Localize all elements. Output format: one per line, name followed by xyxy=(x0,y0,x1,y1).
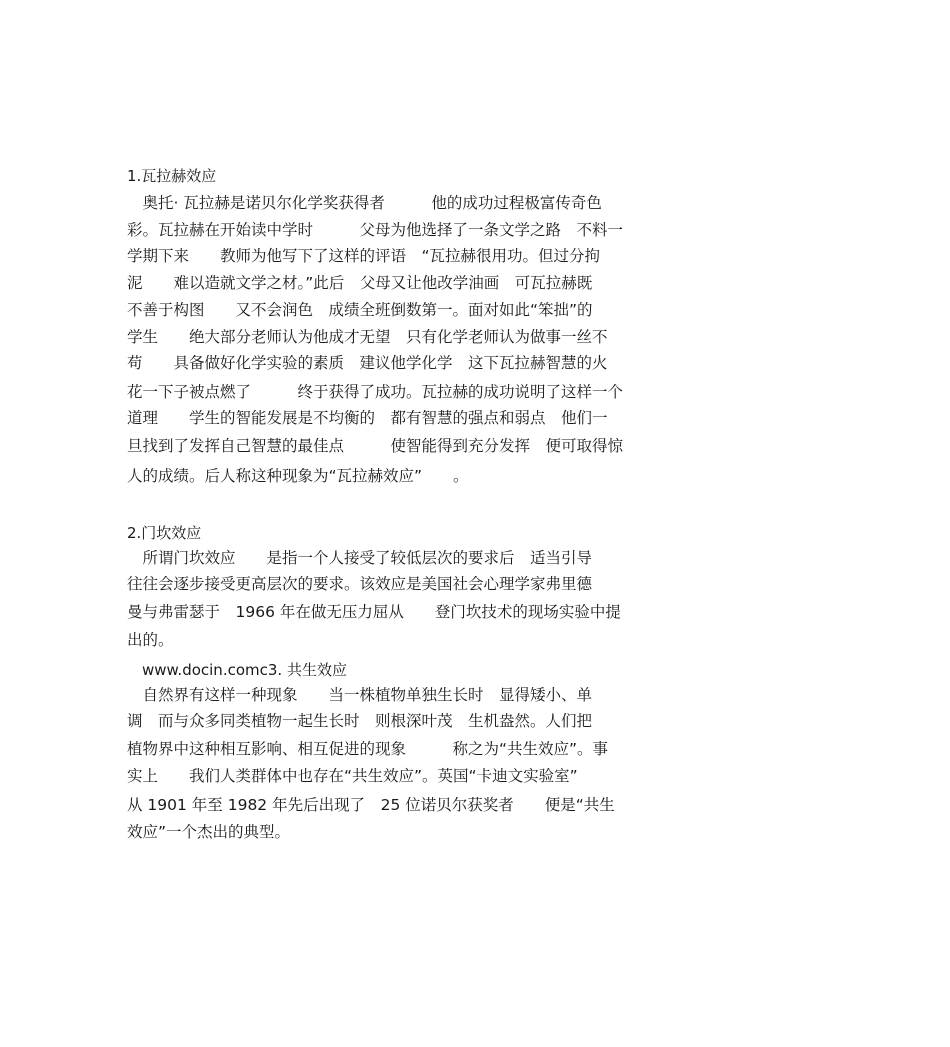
paragraph-line: 不善于构图 又不会润色 成绩全班倒数第一。面对如此“笨拙”的 xyxy=(127,301,593,319)
section-heading: 2.门坎效应 xyxy=(127,524,202,542)
paragraph-line: 学生 绝大部分老师认为他成才无望 只有化学老师认为做事一丝不 xyxy=(127,328,608,346)
paragraph-line: 植物界中这种相互影响、相互促进的现象 称之为“共生效应”。事 xyxy=(127,740,609,758)
paragraph-line: 曼与弗雷瑟于 1966 年在做无压力屈从 登门坎技术的现场实验中提 xyxy=(127,603,621,621)
paragraph-line: 从 1901 年至 1982 年先后出现了 25 位诺贝尔获奖者 便是“共生 xyxy=(127,796,615,814)
paragraph-line: 调 而与众多同类植物一起生长时 则根深叶茂 生机盎然。人们把 xyxy=(127,712,593,730)
paragraph-line: 奥托· 瓦拉赫是诺贝尔化学奖获得者 他的成功过程极富传奇色 xyxy=(127,194,602,212)
paragraph-line: 学期下来 教师为他写下了这样的评语 “瓦拉赫很用功。但过分拘 xyxy=(127,247,601,265)
paragraph-line: 彩。瓦拉赫在开始读中学时 父母为他选择了一条文学之路 不料一 xyxy=(127,221,624,239)
section-heading: www.docin.comc3. 共生效应 xyxy=(127,661,347,679)
paragraph-line: 出的。 xyxy=(127,631,174,649)
paragraph-line: 泥 难以造就文学之材。”此后 父母又让他改学油画 可瓦拉赫既 xyxy=(127,274,593,292)
paragraph-line: 花一下子被点燃了 终于获得了成功。瓦拉赫的成功说明了这样一个 xyxy=(127,383,624,401)
paragraph-line: 所谓门坎效应 是指一个人接受了较低层次的要求后 适当引导 xyxy=(127,549,593,567)
paragraph-line: 自然界有这样一种现象 当一株植物单独生长时 显得矮小、单 xyxy=(127,686,593,704)
paragraph-line: 道理 学生的智能发展是不均衡的 都有智慧的强点和弱点 他们一 xyxy=(127,409,608,427)
paragraph-line: 苟 具备做好化学实验的素质 建议他学化学 这下瓦拉赫智慧的火 xyxy=(127,354,608,372)
paragraph-line: 往往会逐步接受更高层次的要求。该效应是美国社会心理学家弗里德 xyxy=(127,575,593,593)
paragraph-line: 旦找到了发挥自己智慧的最佳点 使智能得到充分发挥 便可取得惊 xyxy=(127,437,624,455)
paragraph-line: 实上 我们人类群体中也存在“共生效应”。英国“卡迪文实验室” xyxy=(127,767,578,785)
paragraph-line: 效应”一个杰出的典型。 xyxy=(127,823,291,841)
section-heading: 1.瓦拉赫效应 xyxy=(127,167,217,185)
paragraph-line: 人的成绩。后人称这种现象为“瓦拉赫效应” 。 xyxy=(127,467,469,485)
